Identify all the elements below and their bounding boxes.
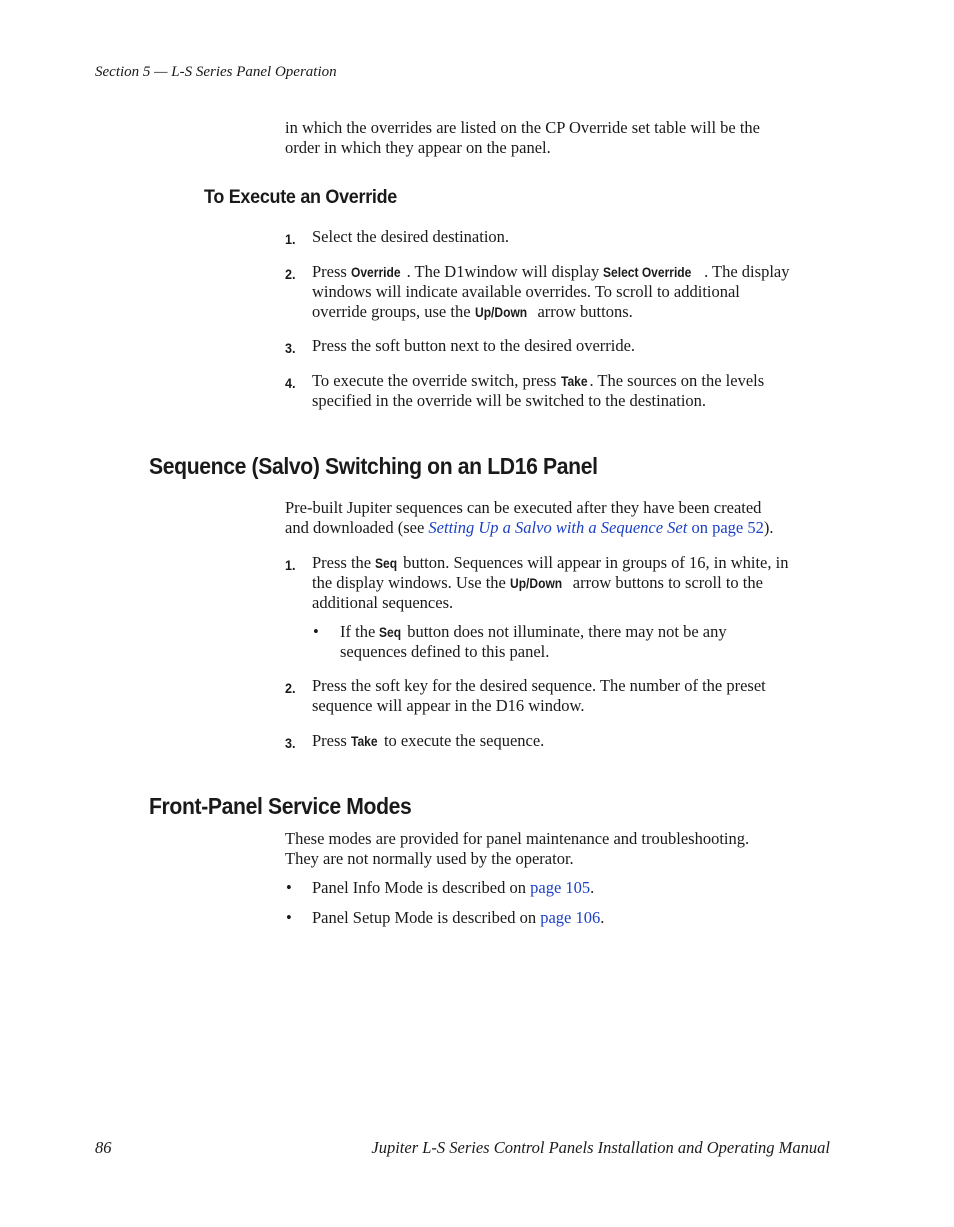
running-head: Section 5 — L-S Series Panel Operation bbox=[95, 64, 337, 80]
footer-title: Jupiter L-S Series Control Panels Installation and Operating Manual bbox=[371, 1138, 830, 1157]
keyword-take: Take bbox=[560, 373, 588, 389]
keyword-take: Take bbox=[350, 733, 378, 749]
step-number: 2. bbox=[285, 266, 296, 282]
override-step-4 bbox=[285, 371, 845, 411]
heading-execute-override: To Execute an Override bbox=[204, 186, 398, 208]
link-page-106[interactable]: page 106 bbox=[540, 908, 601, 927]
sequence-step-2 bbox=[285, 676, 845, 716]
bullet-dot: • bbox=[286, 908, 292, 927]
bullet-dot: • bbox=[313, 622, 319, 641]
step-number: 4. bbox=[285, 375, 296, 391]
keyword-seq: Seq bbox=[379, 624, 402, 640]
keyword-seq: Seq bbox=[375, 555, 398, 571]
override-step-1 bbox=[285, 227, 845, 247]
step-text: Press Take to execute the sequence. bbox=[312, 731, 545, 750]
link-page-52[interactable]: on page 52 bbox=[687, 518, 764, 537]
link-setting-up-salvo[interactable]: Setting Up a Salvo with a Sequence Set bbox=[428, 518, 688, 537]
page-number: 86 bbox=[95, 1138, 112, 1157]
sequence-bullet: • If the Seq button does not illuminate, there may not be any sequences defined to this panel. bbox=[313, 622, 727, 661]
step-text: Press the soft key for the desired sequence. The number of the preset sequence will appear in the D16 window. bbox=[312, 676, 766, 715]
step-number: 2. bbox=[285, 680, 296, 696]
intro-paragraph bbox=[285, 118, 760, 158]
heading-service-modes: Front-Panel Service Modes bbox=[149, 793, 412, 819]
bullet-dot: • bbox=[286, 878, 292, 897]
step-text: Press Override . The D1window will display Select Override . The display windows will indicate available overrides. To scroll to additional override groups, use the Up/Down arrow buttons. bbox=[312, 262, 790, 321]
step-number: 1. bbox=[285, 557, 296, 573]
keyword-up-down: Up/Down bbox=[509, 575, 563, 591]
step-text: Press the Seq button. Sequences will appear in groups of 16, in white, in the display windows. Use the Up/Down arrow buttons to scroll to the additional sequences. bbox=[312, 553, 789, 612]
service-bullet-setup: • Panel Setup Mode is described on page 106. bbox=[286, 908, 605, 927]
keyword-select-override: Select Override bbox=[603, 264, 692, 280]
override-step-2 bbox=[285, 262, 845, 322]
service-bullet-info: • Panel Info Mode is described on page 105. bbox=[286, 878, 595, 897]
keyword-override: Override bbox=[350, 264, 401, 280]
step-text: To execute the override switch, press Take . The sources on the levels specified in the override will be switched to the destination. bbox=[312, 371, 765, 410]
override-step-3 bbox=[285, 336, 845, 356]
step-text: Select the desired destination. bbox=[312, 227, 510, 246]
sequence-paragraph: Pre-built Jupiter sequences can be executed after they have been created and downloaded (see Setting Up a Salvo with a Sequence Set on page 52). bbox=[285, 498, 774, 537]
intro-line: order in which they appear on the panel. bbox=[285, 138, 551, 157]
step-text: Press the soft button next to the desired override. bbox=[312, 336, 636, 355]
link-page-105[interactable]: page 105 bbox=[530, 878, 591, 897]
step-number: 1. bbox=[285, 231, 296, 247]
service-paragraph: These modes are provided for panel maintenance and troubleshooting. They are not normally used by the operator. bbox=[285, 829, 750, 868]
keyword-up-down: Up/Down bbox=[474, 304, 527, 320]
sequence-step-1 bbox=[285, 553, 845, 613]
sequence-step-3 bbox=[285, 731, 845, 751]
step-number: 3. bbox=[285, 735, 296, 751]
intro-line: in which the overrides are listed on the CP Override set table will be the bbox=[285, 118, 761, 137]
heading-sequence-switching: Sequence (Salvo) Switching on an LD16 Panel bbox=[149, 453, 598, 479]
step-number: 3. bbox=[285, 340, 296, 356]
